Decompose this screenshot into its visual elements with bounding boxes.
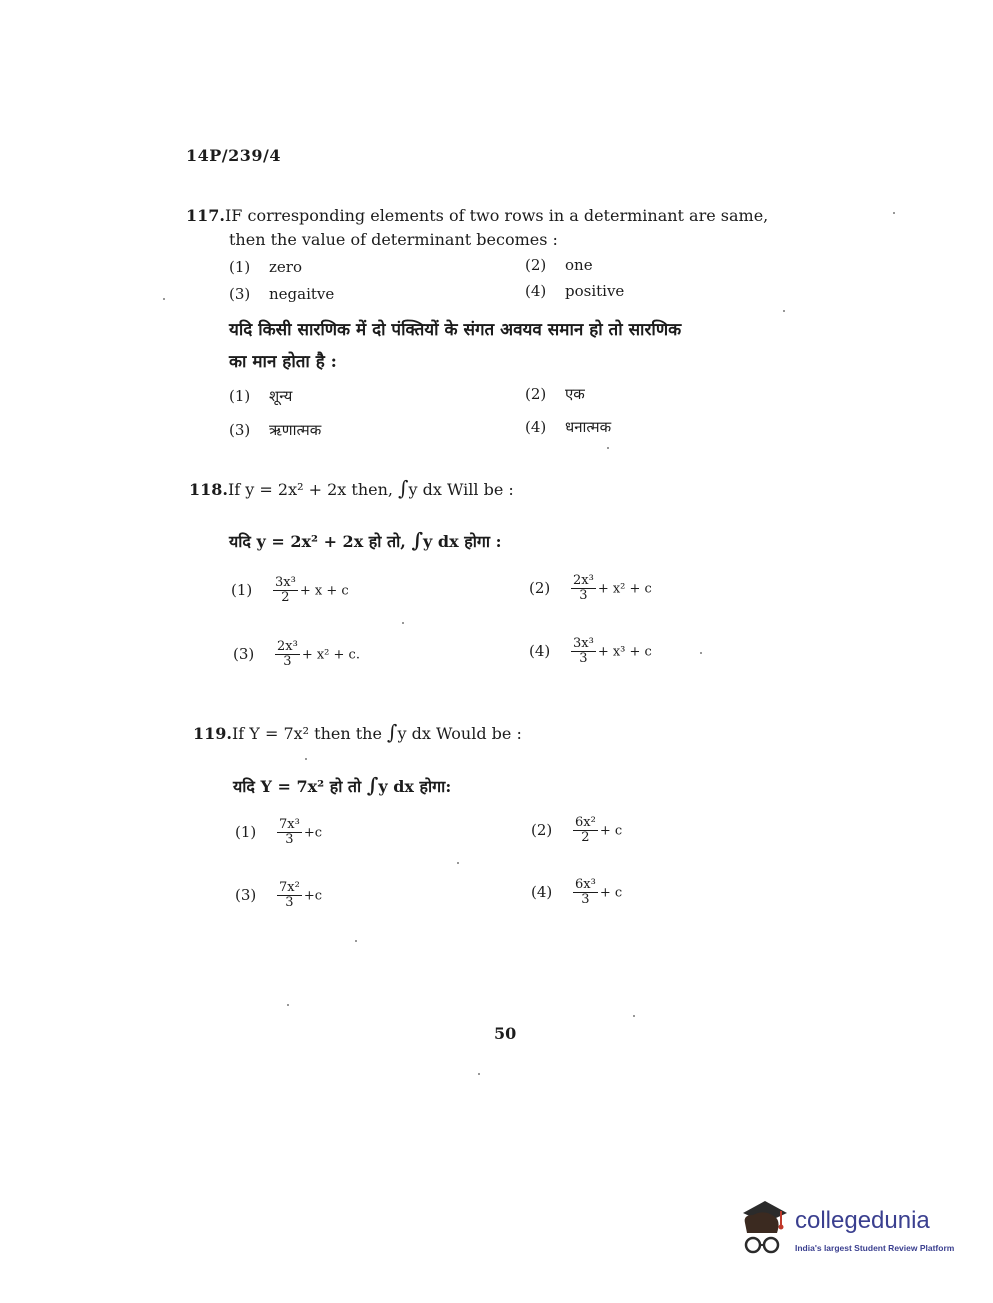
option-2-en: (2) one [525,256,593,274]
brand-tagline: India's largest Student Review Platform [795,1243,955,1253]
page-number: 50 [494,1024,517,1043]
mascot-icon [735,1193,797,1263]
option-1: (1) $\frac{\text{3x³}}{2}$ + x + c [231,575,349,605]
option-1-hi: (1) शून्य [229,387,293,405]
option-4-hi: (4) धनात्मक [525,418,612,436]
option-3: (3) $\frac{\text{2x³}}{3}$ + x² + c. [233,639,360,669]
scan-speck [478,1073,480,1075]
option-4-en: (4) positive [525,282,625,300]
question-number: 117. [186,206,225,225]
option-3-hi: (3) ऋणात्मक [229,421,322,439]
question-number: 118. [189,480,228,499]
option-2-hi: (2) एक [525,385,585,403]
option-2: (2) $\frac{\text{6x²}}{2}$ + c [531,815,623,845]
integral-sign: ∫ [387,720,398,744]
option-4: (4) $\frac{\text{3x³}}{3}$ + x³ + c [529,636,652,666]
question-118-hindi: यदि y = 2x² + 2x हो तो, ∫y dx होगा : [229,528,502,552]
paper-code: 14P/239/4 [186,146,282,165]
question-119-hindi: यदि Y = 7x² हो तो ∫y dx होगा: [233,773,452,797]
question-117-hindi-line1: यदि किसी सारणिक में दो पंक्तियों के संगत अवयव समान हो तो सारणिक [229,320,682,340]
scan-speck [700,652,702,654]
scan-speck [633,1015,635,1017]
scan-speck [163,298,165,300]
scan-speck [893,212,895,214]
question-117-text [186,204,768,228]
option-4: (4) $\frac{\text{6x³}}{3}$ + c [531,877,623,907]
question-117-hindi-line2: का मान होता है : [229,352,337,372]
question-number: 119. [193,724,232,743]
scan-speck [355,940,357,942]
scan-speck [783,310,785,312]
option-3-en: (3) negaitve [229,285,335,303]
integral-sign: ∫ [411,528,424,552]
question-117-line2: then the value of determinant becomes : [229,230,558,249]
question-line: IF corresponding elements of two rows in a determinant are same, [224,206,769,225]
scan-speck [402,622,404,624]
brand-name: collegedunia [795,1207,930,1234]
option-2: (2) $\frac{\text{2x³}}{3}$ + x² + c [529,573,652,603]
scan-speck [607,447,609,449]
scan-speck [305,758,307,760]
integral-sign: ∫ [366,773,379,797]
option-1: (1) $\frac{\text{7x³}}{3}$ +c [235,817,323,847]
option-1-en: (1) zero [229,258,302,276]
scan-speck [287,1004,289,1006]
option-3: (3) $\frac{\text{7x²}}{3}$ +c [235,880,323,910]
integral-sign: ∫ [398,476,409,500]
scan-speck [457,862,459,864]
question-118-text: 118.If y = 2x² + 2x then, ∫y dx Will be : [189,476,514,500]
question-119-text: 119.If Y = 7x² then the ∫y dx Would be : [193,720,522,744]
